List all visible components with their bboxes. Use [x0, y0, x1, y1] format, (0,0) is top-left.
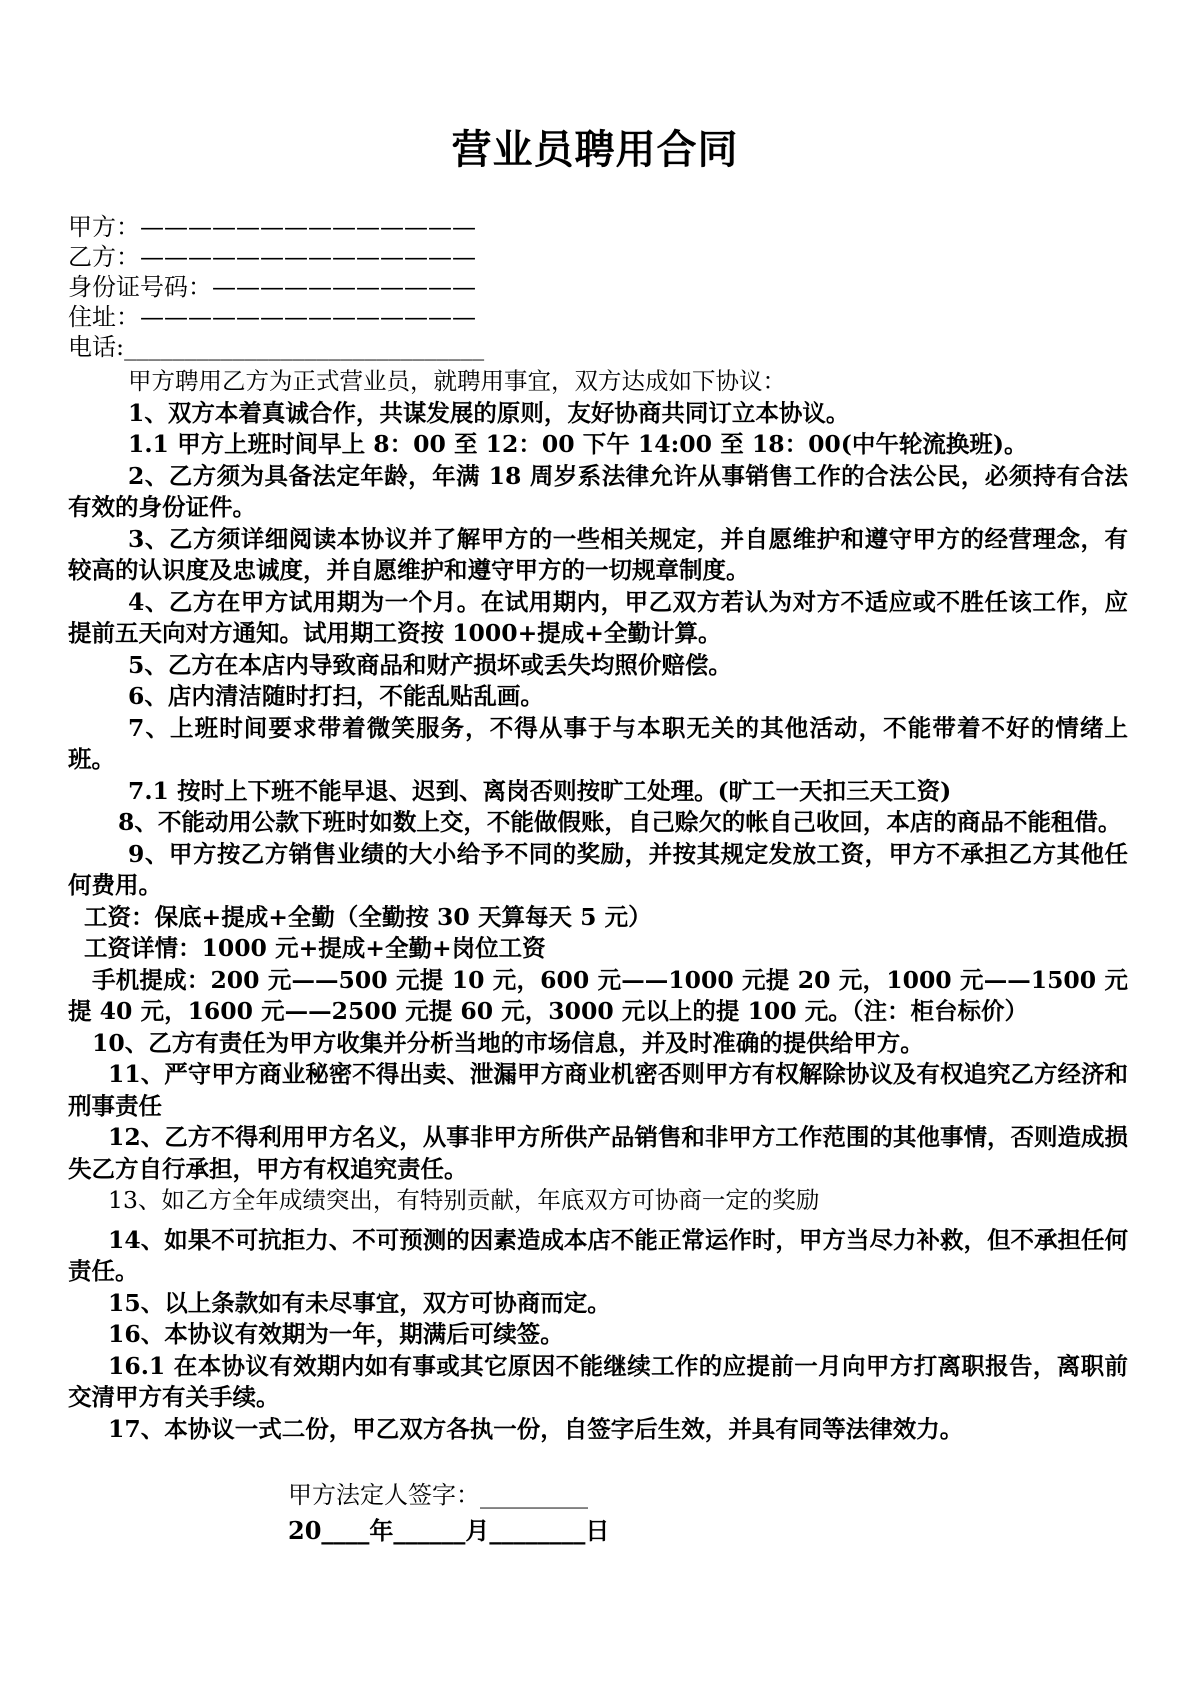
- clause-3: 3、乙方须详细阅读本协议并了解甲方的一些相关规定，并自愿维护和遵守甲方的经营理念，有较高的认识度及忠诚度，并自愿维护和遵守甲方的一切规章制度。: [68, 524, 1128, 584]
- party-b-field: 乙方：——————————————: [68, 243, 476, 271]
- party-a-field: 甲方：——————————————: [68, 213, 476, 241]
- clause-17: 17、本协议一式二份，甲乙双方各执一份，自签字后生效，并具有同等法律效力。: [108, 1414, 964, 1443]
- clause-12: 12、乙方不得利用甲方名义，从事非甲方所供产品销售和非甲方工作范围的其他事情，否则造成损失乙方自行承担，甲方有权追究责任。: [68, 1123, 1128, 1183]
- clause-7: 7、上班时间要求带着微笑服务，不得从事于与本职无关的其他活动，不能带着不好的情绪上班。: [68, 713, 1128, 773]
- date-line: 20____年______月________日: [288, 1516, 610, 1545]
- clause-14: 14、如果不可抗拒力、不可预测的因素造成本店不能正常运作时，甲方当尽力补救，但不承担任何责任。: [68, 1225, 1128, 1285]
- salary-line: 工资：保底+提成+全勤（全勤按 30 天算每天 5 元）: [84, 902, 652, 931]
- clause-1: 1、双方本着真诚合作，共谋发展的原则，友好协商共同订立本协议。: [128, 398, 850, 427]
- intro-paragraph: 甲方聘用乙方为正式营业员，就聘用事宜，双方达成如下协议：: [128, 367, 786, 395]
- document-title: 营业员聘用合同: [451, 126, 739, 173]
- clause-7-1: 7.1 按时上下班不能早退、迟到、离岗否则按旷工处理。(旷工一天扣三天工资): [128, 776, 952, 805]
- signature-block: [288, 1478, 609, 1548]
- clause-9: 9、甲方按乙方销售业绩的大小给予不同的奖励，并按其规定发放工资，甲方不承担乙方其他任何费用。: [68, 839, 1128, 899]
- salary-detail-line: 工资详情：1000 元+提成+全勤+岗位工资: [84, 934, 546, 962]
- party-fields: [68, 212, 628, 362]
- clause-4: 4、乙方在甲方试用期为一个月。在试用期内，甲乙双方若认为对方不适应或不胜任该工作，应提前五天向对方通知。试用期工资按 1000+提成+全勤计算。: [68, 587, 1128, 647]
- contract-body: [68, 366, 1128, 1445]
- signature-line: 甲方法定人签字：_________: [288, 1481, 588, 1509]
- clause-1-1: 1.1 甲方上班时间早上 8：00 至 12：00 下午 14:00 至 18：00(中午轮流换班)。: [128, 430, 1028, 458]
- clause-13: 13、如乙方全年成绩突出，有特别贡献，年底双方可协商一定的奖励: [108, 1186, 820, 1214]
- clause-8: 8、不能动用公款下班时如数上交，不能做假账，自己赊欠的帐自己收回，本店的商品不能租借。: [118, 808, 1122, 836]
- clause-15: 15、以上条款如有未尽事宜，双方可协商而定。: [108, 1288, 611, 1317]
- id-number-field: 身份证号码：———————————: [68, 273, 476, 301]
- clause-16: 16、本协议有效期为一年，期满后可续签。: [108, 1320, 564, 1348]
- clause-11: 11、严守甲方商业秘密不得出卖、泄漏甲方商业机密否则甲方有权解除协议及有权追究乙方经济和刑事责任: [68, 1060, 1128, 1120]
- phone-commission-line: 手机提成：200 元——500 元提 10 元，600 元——1000 元提 20 元，1000 元——1500 元提 40 元，1600 元——2500 元提 60 元，3000 元以上的提 100 元。（注：柜台标价）: [68, 965, 1128, 1025]
- clause-6: 6、店内清洁随时打扫，不能乱贴乱画。: [128, 682, 544, 710]
- phone-field: 电话:______________________________: [68, 333, 485, 361]
- address-field: 住址：——————————————: [68, 303, 476, 331]
- clause-5: 5、乙方在本店内导致商品和财产损坏或丢失均照价赔偿。: [128, 650, 732, 679]
- clause-10: 10、乙方有责任为甲方收集并分析当地的市场信息，并及时准确的提供给甲方。: [92, 1028, 924, 1057]
- clause-2: 2、乙方须为具备法定年龄，年满 18 周岁系法律允许从事销售工作的合法公民，必须持有合法有效的身份证件。: [68, 461, 1128, 521]
- clause-16-1: 16.1 在本协议有效期内如有事或其它原因不能继续工作的应提前一月向甲方打离职报告，离职前交清甲方有关手续。: [68, 1351, 1128, 1411]
